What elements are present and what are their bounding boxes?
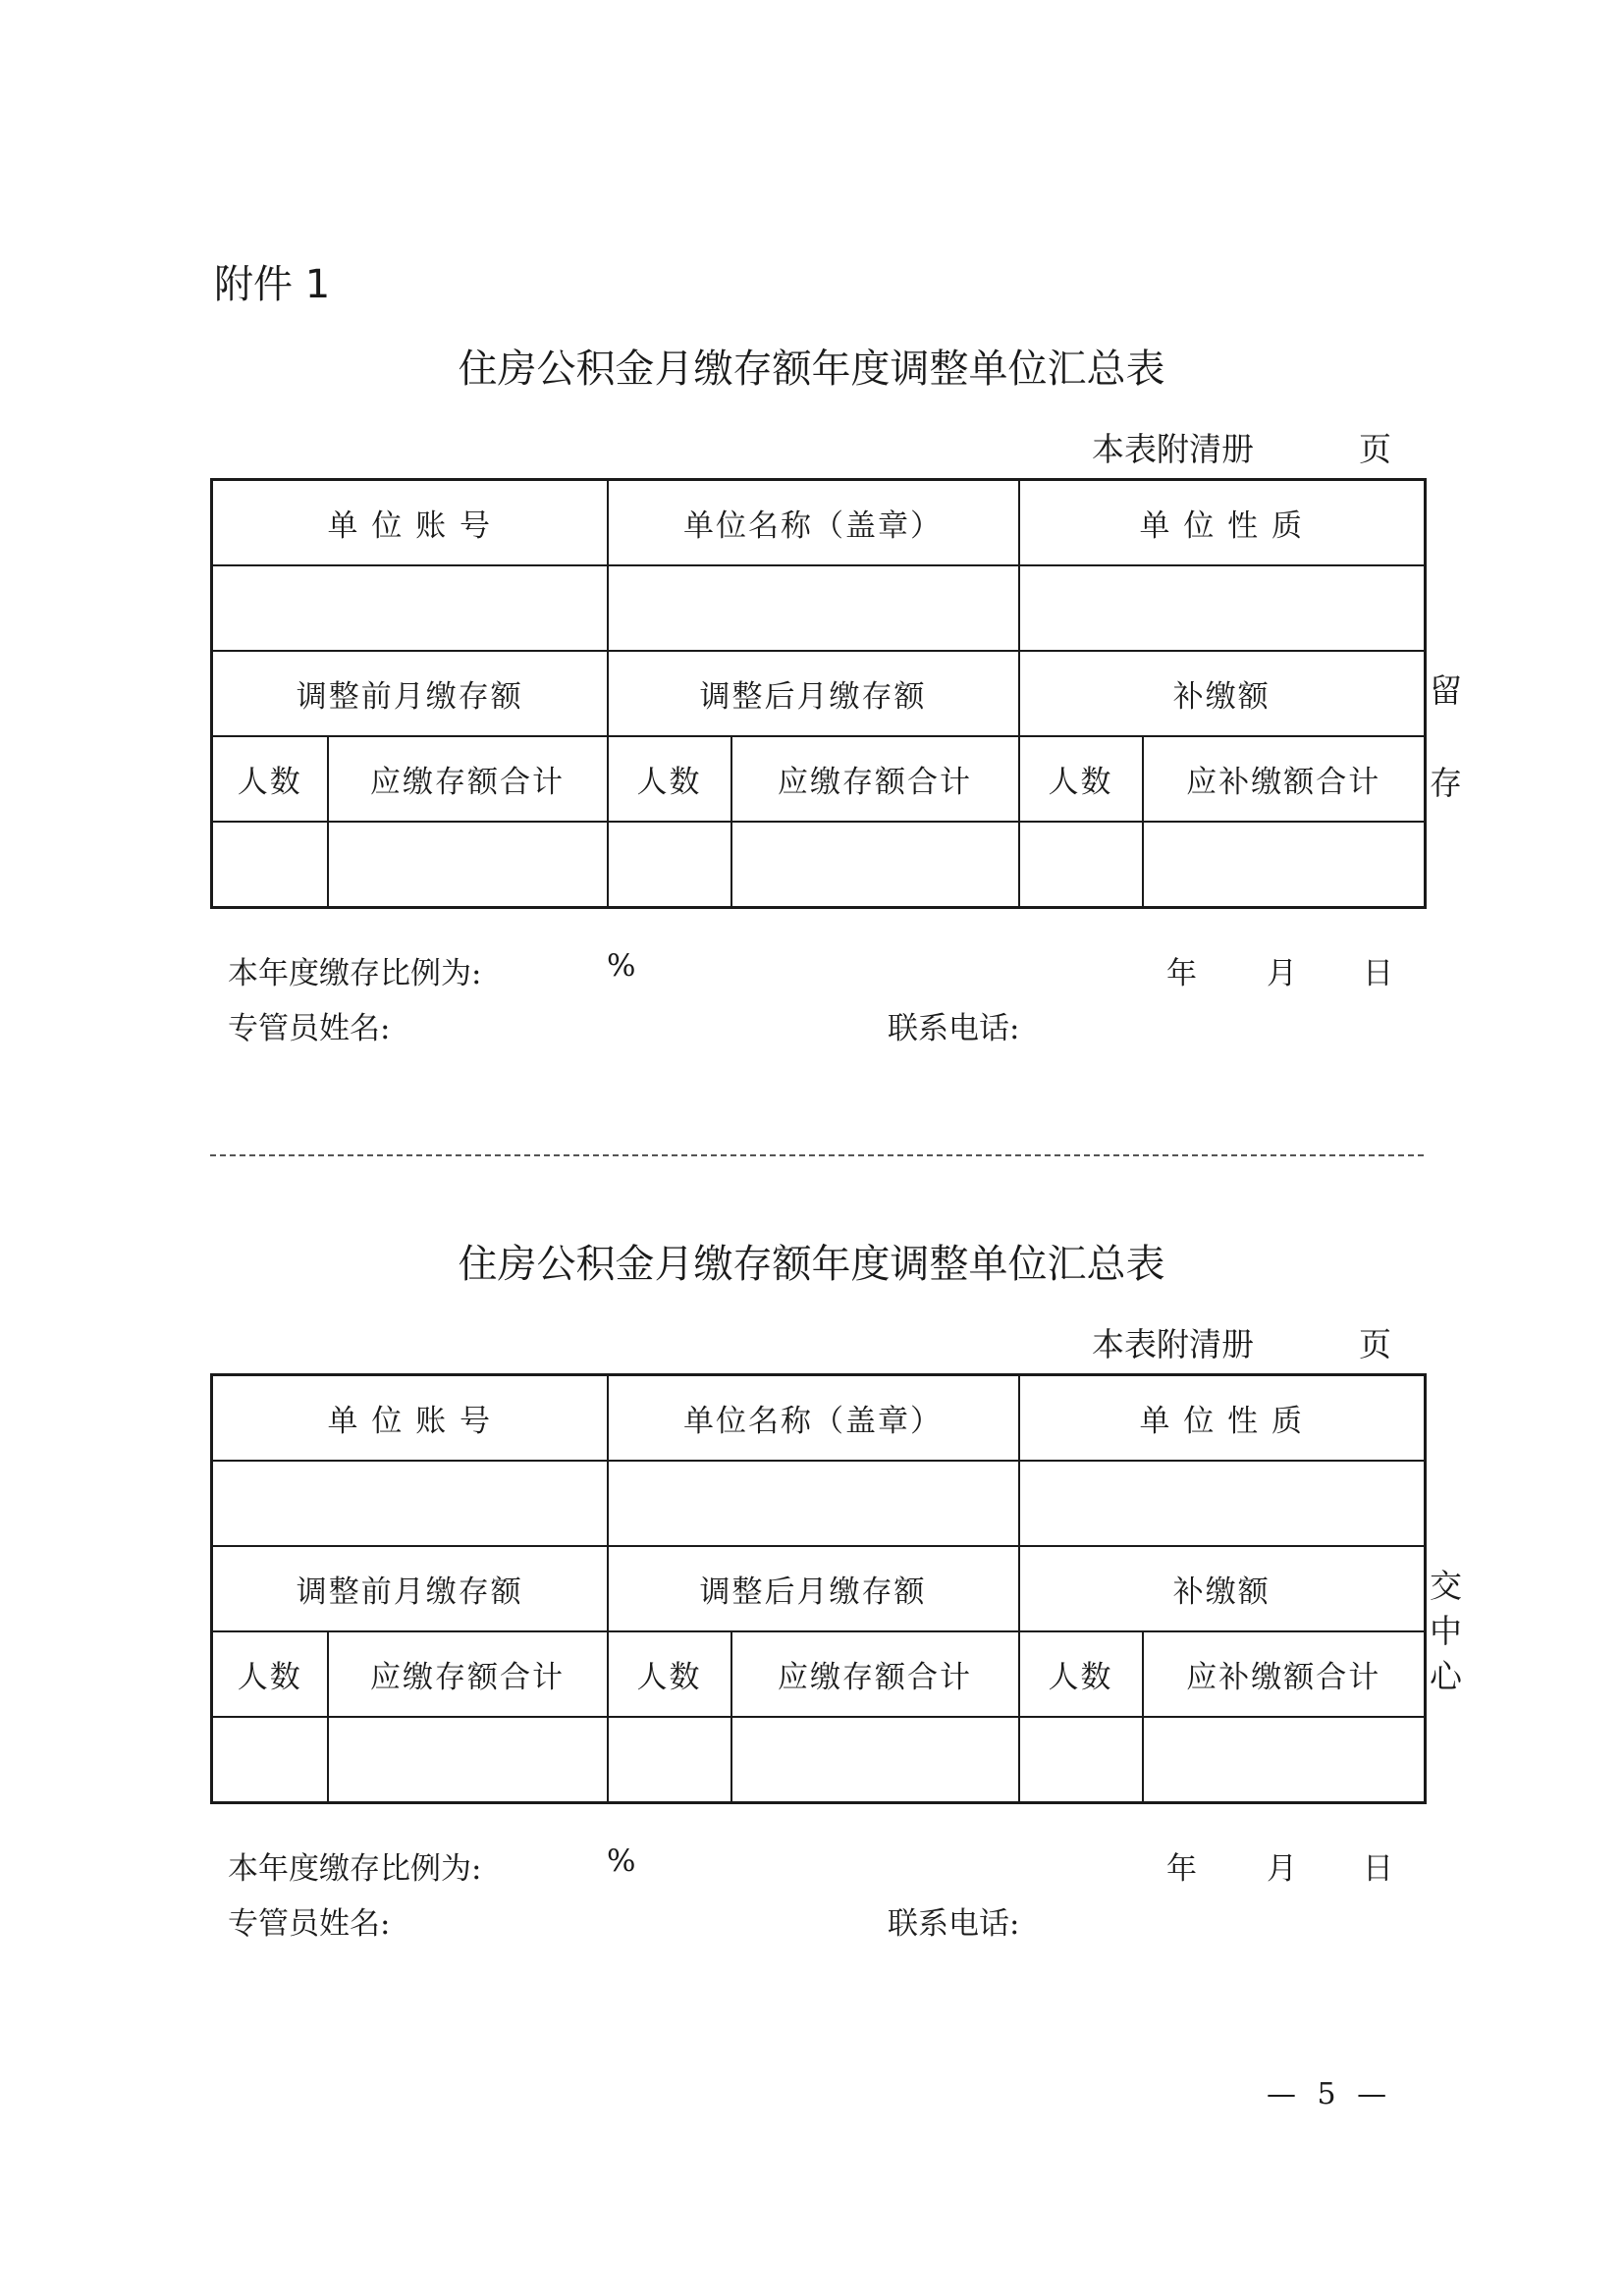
header-unit-name: 单位名称（盖章） xyxy=(608,480,1019,566)
ratio-label: 本年度缴存比例为: xyxy=(228,1851,482,1887)
year-label: 年 xyxy=(1166,956,1197,991)
total-supplement-cell[interactable] xyxy=(1143,822,1426,908)
summary-table xyxy=(210,1373,1427,1804)
pages-label: 本表附清册 xyxy=(1092,1325,1254,1363)
page-number: — 5 — xyxy=(1267,2077,1393,2111)
total-supplement-cell[interactable] xyxy=(1143,1717,1426,1803)
subheader-total-after: 应缴存额合计 xyxy=(731,1631,1019,1717)
subheader-total-after: 应缴存额合计 xyxy=(731,736,1019,822)
day-label: 日 xyxy=(1363,956,1393,991)
unit-name-cell[interactable] xyxy=(608,1461,1019,1546)
blank-info-row xyxy=(212,565,1426,651)
pages-unit: 页 xyxy=(1359,1325,1391,1363)
pages-unit: 页 xyxy=(1359,430,1391,468)
count-before-cell[interactable] xyxy=(212,1717,328,1803)
subheader-row xyxy=(212,1631,1426,1717)
header-row xyxy=(212,1375,1426,1462)
blank-value-row xyxy=(212,1717,1426,1803)
group-after: 调整后月缴存额 xyxy=(608,1546,1019,1631)
percent-sign: % xyxy=(607,1843,636,1879)
account-cell[interactable] xyxy=(212,565,608,651)
month-label: 月 xyxy=(1267,956,1297,991)
header-row xyxy=(212,480,1426,566)
subheader-count-after: 人数 xyxy=(608,1631,731,1717)
unit-name-cell[interactable] xyxy=(608,565,1019,651)
side-note-char: 心 xyxy=(1430,1657,1462,1695)
total-before-cell[interactable] xyxy=(328,1717,608,1803)
count-after-cell[interactable] xyxy=(608,1717,731,1803)
unit-nature-cell[interactable] xyxy=(1019,565,1426,651)
subheader-total-supplement: 应补缴额合计 xyxy=(1143,736,1426,822)
manager-label: 专管员姓名: xyxy=(228,1011,391,1046)
subheader-row xyxy=(212,736,1426,822)
summary-table xyxy=(210,478,1427,909)
manager-label: 专管员姓名: xyxy=(228,1906,391,1942)
group-supplement: 补缴额 xyxy=(1019,651,1426,736)
header-unit-name: 单位名称（盖章） xyxy=(608,1375,1019,1462)
total-after-cell[interactable] xyxy=(731,1717,1019,1803)
subheader-total-supplement: 应补缴额合计 xyxy=(1143,1631,1426,1717)
group-after: 调整后月缴存额 xyxy=(608,651,1019,736)
group-header-row xyxy=(212,1546,1426,1631)
count-before-cell[interactable] xyxy=(212,822,328,908)
side-note-char: 存 xyxy=(1430,764,1462,802)
header-unit-nature: 单 位 性 质 xyxy=(1019,1375,1426,1462)
account-cell[interactable] xyxy=(212,1461,608,1546)
group-header-row xyxy=(212,651,1426,736)
side-note-char: 交 xyxy=(1430,1567,1462,1605)
subheader-total-before: 应缴存额合计 xyxy=(328,1631,608,1717)
cut-line xyxy=(210,1154,1424,1156)
blank-info-row xyxy=(212,1461,1426,1546)
phone-label: 联系电话: xyxy=(888,1906,1020,1942)
group-supplement: 补缴额 xyxy=(1019,1546,1426,1631)
attachment-label: 附件 1 xyxy=(214,262,331,307)
form-title: 住房公积金月缴存额年度调整单位汇总表 xyxy=(458,347,1165,392)
subheader-count-supplement: 人数 xyxy=(1019,1631,1143,1717)
blank-value-row xyxy=(212,822,1426,908)
year-label: 年 xyxy=(1166,1851,1197,1887)
percent-sign: % xyxy=(607,948,636,984)
month-label: 月 xyxy=(1267,1851,1297,1887)
total-before-cell[interactable] xyxy=(328,822,608,908)
subheader-count-after: 人数 xyxy=(608,736,731,822)
group-before: 调整前月缴存额 xyxy=(212,651,608,736)
header-unit-nature: 单 位 性 质 xyxy=(1019,480,1426,566)
phone-label: 联系电话: xyxy=(888,1011,1020,1046)
subheader-total-before: 应缴存额合计 xyxy=(328,736,608,822)
ratio-label: 本年度缴存比例为: xyxy=(228,956,482,991)
header-account: 单 位 账 号 xyxy=(212,1375,608,1462)
count-after-cell[interactable] xyxy=(608,822,731,908)
count-supplement-cell[interactable] xyxy=(1019,1717,1143,1803)
count-supplement-cell[interactable] xyxy=(1019,822,1143,908)
day-label: 日 xyxy=(1363,1851,1393,1887)
subheader-count-before: 人数 xyxy=(212,1631,328,1717)
side-note-char: 中 xyxy=(1430,1612,1462,1650)
group-before: 调整前月缴存额 xyxy=(212,1546,608,1631)
form-title: 住房公积金月缴存额年度调整单位汇总表 xyxy=(458,1242,1165,1287)
side-note-char: 留 xyxy=(1430,671,1462,710)
header-account: 单 位 账 号 xyxy=(212,480,608,566)
subheader-count-supplement: 人数 xyxy=(1019,736,1143,822)
unit-nature-cell[interactable] xyxy=(1019,1461,1426,1546)
total-after-cell[interactable] xyxy=(731,822,1019,908)
subheader-count-before: 人数 xyxy=(212,736,328,822)
pages-label: 本表附清册 xyxy=(1092,430,1254,468)
